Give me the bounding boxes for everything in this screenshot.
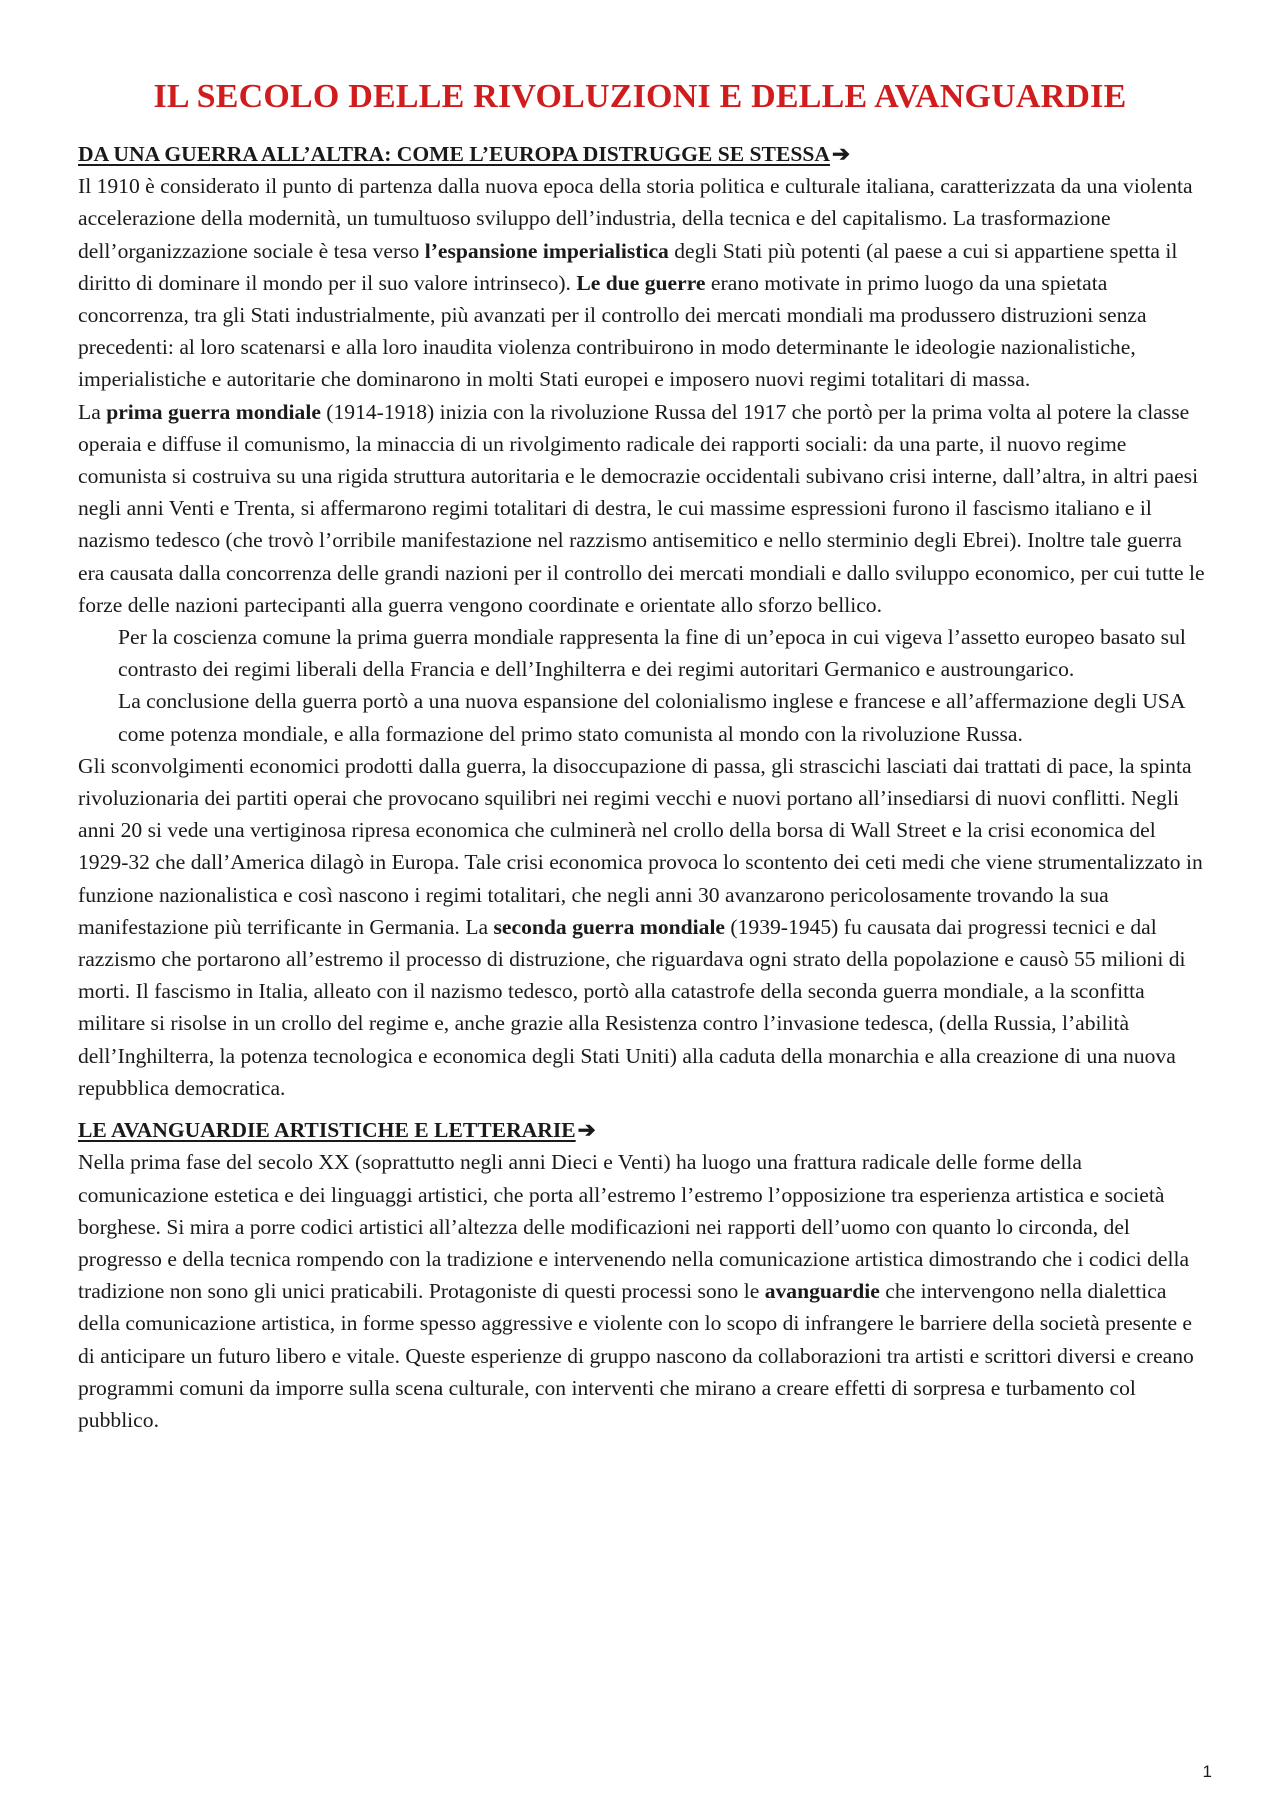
bold-term: prima guerra mondiale <box>106 399 321 424</box>
page-title: IL SECOLO DELLE RIVOLUZIONI E DELLE AVANGUARDIE <box>153 78 1127 115</box>
page-number: 1 <box>1202 1762 1212 1781</box>
section-heading-text: DA UNA GUERRA ALL’ALTRA: COME L’EUROPA DISTRUGGE SE STESSA <box>78 142 830 166</box>
bold-term: Le due guerre <box>576 270 706 295</box>
paragraph <box>78 170 1210 395</box>
section-heading-avanguardie <box>78 1114 1210 1146</box>
right-arrow-icon: ➔ <box>577 1118 596 1143</box>
document-body <box>78 138 1210 1436</box>
section-heading-guerra <box>78 138 1210 170</box>
paragraph <box>78 750 1210 1104</box>
text-run: che intervengono nella dialettica della comunicazione artistica, in forme spesso aggressive e violente con lo scopo di infrangere le barriere della società presente e di anticipare un futuro libero e vitale. Queste esperienze di gruppo nascono da collaborazioni tra artisti e scrittori diversi e creano programmi comuni da imporre sulla scena culturale, con interventi che mirano a creare effetti di sorpresa e turbamento col pubblico. <box>78 1279 1194 1432</box>
text-run: degli Stati più potenti (al paese a cui si appartiene spetta il diritto di dominare il mondo per il suo valore intrinseco). <box>78 238 1178 295</box>
text-run: Gli sconvolgimenti economici prodotti dalla guerra, la disoccupazione di passa, gli strascichi lasciati dai trattati di pace, la spinta rivoluzionaria dei partiti operai che provocano squilibri nei regimi vecchi e nuovi portano all’insediarsi di nuovi conflitti. Negli anni 20 si vede una vertiginosa ripresa economica che culminerà nel crollo della borsa di Wall Street e la crisi economica del 1929-32 che dall’America dilagò in Europa. Tale crisi economica provoca lo scontento dei ceti medi che viene strumentalizzato in funzione nazionalistica e così nascono i regimi totalitari, che negli anni 30 avanzarono pericolosamente trovando la sua manifestazione più terrificante in Germania. La <box>78 753 1203 939</box>
section-heading-text: LE AVANGUARDIE ARTISTICHE E LETTERARIE <box>78 1118 576 1143</box>
text-run: La <box>78 399 107 424</box>
bold-term: avanguardie <box>764 1279 880 1304</box>
indented-paragraph: Per la coscienza comune la prima guerra mondiale rappresenta la fine di un’epoca in cui vigeva l’assetto europeo basato sul contrasto dei regimi liberali della Francia e dell’Inghilterra e dei regimi autoritari Germanico e austroungarico. <box>118 625 1186 682</box>
bold-term: seconda guerra mondiale <box>493 914 726 939</box>
text-run: erano motivate in primo luogo da una spietata concorrenza, tra gli Stati industrialmente, più avanzati per il controllo dei mercati mondiali ma produssero distruzioni senza precedenti: al loro scatenarsi e alla loro inaudita violenza contribuirono in modo determinante le ideologie nazionalistiche, imperialistiche e autoritarie che dominarono in molti Stati europei e imposero nuovi regimi totalitari di massa. <box>78 270 1147 392</box>
bold-term: l’espansione imperialistica <box>424 238 669 263</box>
text-run: (1914-1918) inizia con la rivoluzione Russa del 1917 che portò per la prima volta al potere la classe operaia e diffuse il comunismo, la minaccia di un rivolgimento radicale dei rapporti sociali: da una parte, il nuovo regime comunista si costruiva su una rigida struttura autoritaria e le democrazie occidentali subivano crisi interne, dall’altra, in altri paesi negli anni Venti e Trenta, si affermarono regimi totalitari di destra, le cui massime espressioni furono il fascismo italiano e il nazismo tedesco (che trovò l’orribile manifestazione nel razzismo antisemitico e nello sterminio degli Ebrei). Inoltre tale guerra era causata dalla concorrenza delle grandi nazioni per il controllo dei mercati mondiali e dallo sviluppo economico, per cui tutte le forze delle nazioni partecipanti alla guerra vengono coordinate e orientate allo sforzo bellico. <box>78 399 1205 617</box>
paragraph <box>78 1146 1210 1436</box>
indented-paragraph: La conclusione della guerra portò a una nuova espansione del colonialismo inglese e francese e all’affermazione degli USA come potenza mondiale, e alla formazione del primo stato comunista al mondo con la rivoluzione Russa. <box>118 689 1185 746</box>
paragraph <box>78 396 1210 621</box>
text-run: Il 1910 è considerato il punto di partenza dalla nuova epoca della storia politica e culturale italiana, caratterizzata da una violenta accelerazione della modernità, un tumultuoso sviluppo dell’industria, della tecnica e del capitalismo. La trasformazione dell’organizzazione sociale è tesa verso <box>78 174 1193 263</box>
text-run: Nella prima fase del secolo XX (soprattutto negli anni Dieci e Venti) ha luogo una frattura radicale delle forme della comunicazione estetica e dei linguaggi artistici, che porta all’estremo l’estremo l’opposizione tra esperienza artistica e società borghese. Si mira a porre codici artistici all’altezza delle modificazioni nei rapporti dell’uomo con quanto lo circonda, del progresso e della tecnica rompendo con la tradizione e intervenendo nella comunicazione artistica dimostrando che i codici della tradizione non sono gli unici praticabili. Protagoniste di questi processi sono le <box>78 1150 1190 1304</box>
text-run: (1939-1945) fu causata dai progressi tecnici e dal razzismo che portarono all’estremo il processo di distruzione, che riguardava ogni strato della popolazione e causò 55 milioni di morti. Il fascismo in Italia, alleato con il nazismo tedesco, portò alla catastrofe della seconda guerra mondiale, a la sconfitta militare si risolse in un crollo del regime e, anche grazie alla Resistenza contro l’invasione tedesca, (della Russia, l’abilità dell’Inghilterra, la potenza tecnologica e economica degli Stati Uniti) alla caduta della monarchia e alla creazione di una nuova repubblica democratica. <box>78 914 1186 1100</box>
right-arrow-icon: ➔ <box>831 142 851 166</box>
